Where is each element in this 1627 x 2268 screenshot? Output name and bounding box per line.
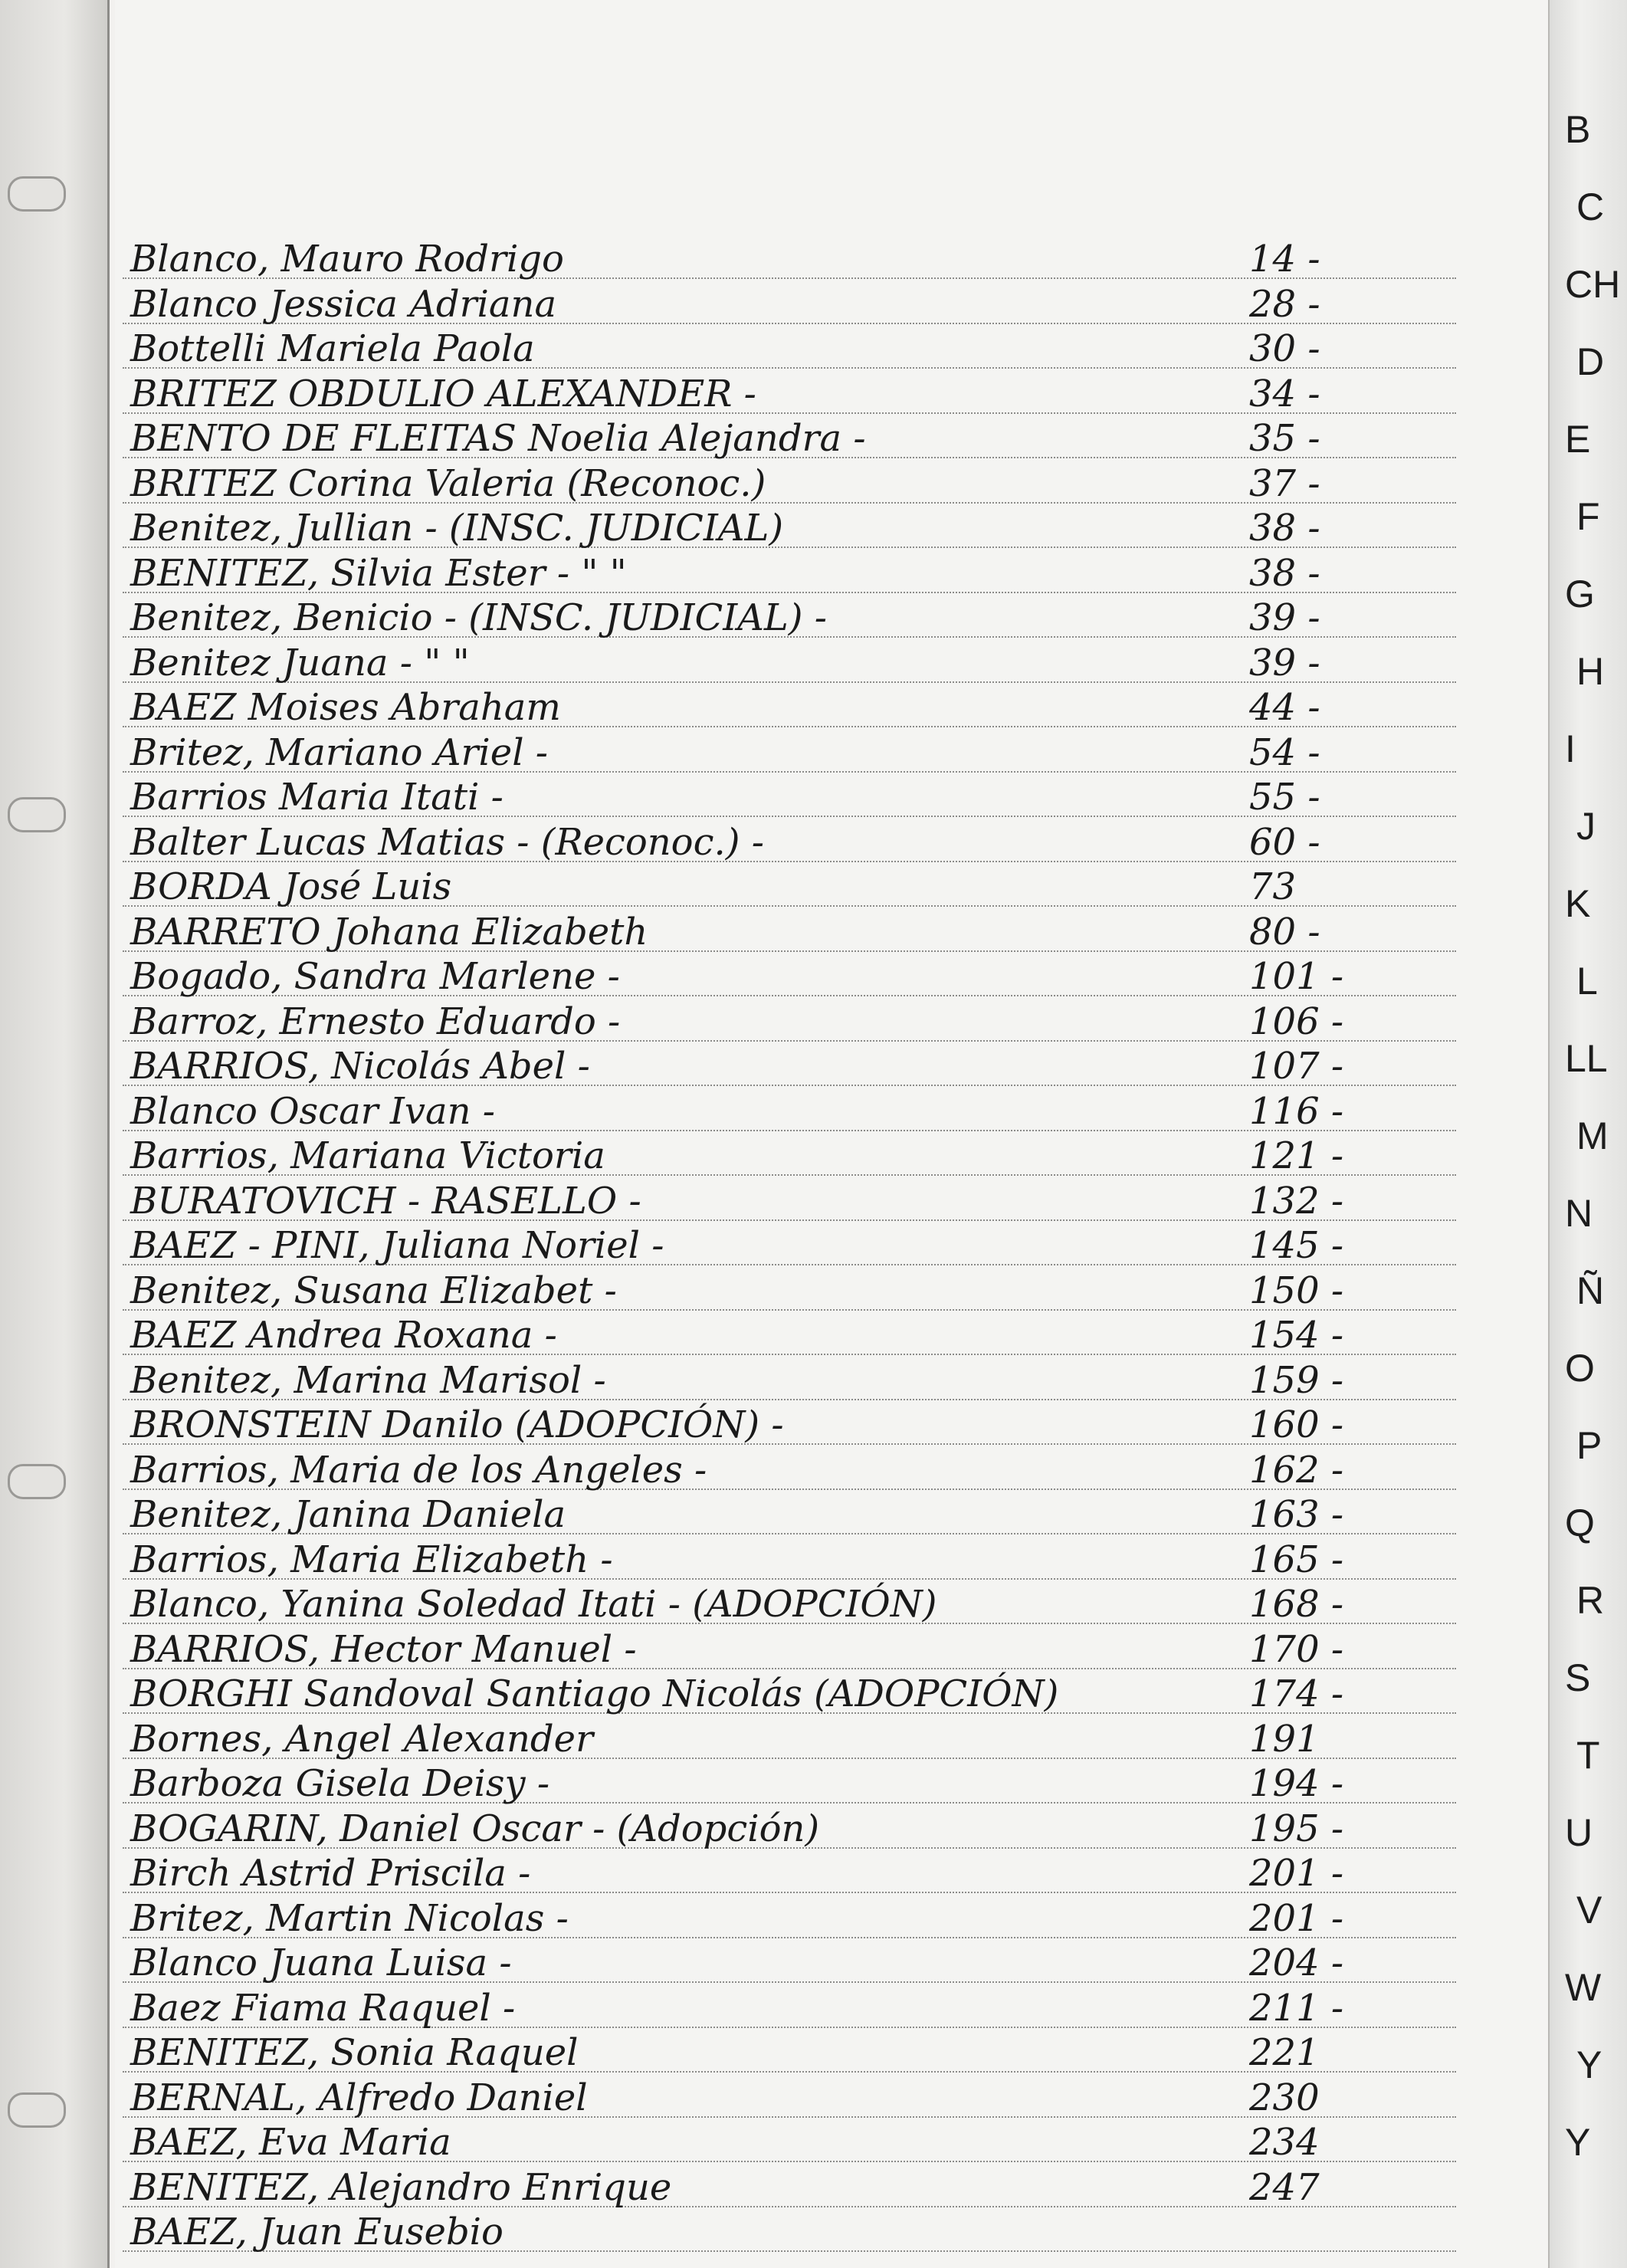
entry-page-number: 60 -	[1249, 820, 1320, 864]
entry-page-number: 132 -	[1249, 1179, 1344, 1223]
entry-name: Blanco Juana Luisa -	[130, 1941, 512, 1984]
alphabet-index-tabs	[1548, 0, 1627, 2268]
index-tab[interactable]: CH	[1565, 263, 1621, 306]
entry-name: Britez, Mariano Ariel -	[130, 730, 549, 774]
index-tab[interactable]: J	[1576, 805, 1596, 848]
index-tab[interactable]: D	[1576, 340, 1605, 383]
entry-name: Barrios, Maria de los Angeles -	[130, 1448, 707, 1492]
index-tab[interactable]: K	[1565, 882, 1591, 925]
entry-name: BAEZ Moises Abraham	[130, 686, 561, 729]
index-tab[interactable]: W	[1565, 1966, 1602, 2009]
index-tab[interactable]: V	[1576, 1889, 1602, 1932]
index-tab[interactable]: Q	[1565, 1502, 1595, 1544]
index-tab[interactable]: I	[1565, 727, 1576, 770]
binder-ring	[8, 797, 66, 832]
entry-page-number: 159 -	[1249, 1358, 1344, 1402]
entry-page-number: 160 -	[1249, 1403, 1344, 1446]
entry-page-number: 221	[1249, 2031, 1320, 2074]
entry-name: Barboza Gisela Deisy -	[130, 1762, 550, 1805]
entry-page-number: 28 -	[1249, 282, 1320, 326]
entry-page-number: 201 -	[1249, 1852, 1344, 1895]
index-tab[interactable]: F	[1576, 495, 1600, 538]
entry-page-number: 247	[1249, 2165, 1320, 2209]
entry-page-number: 170 -	[1249, 1627, 1344, 1671]
entry-name: BENITEZ, Sonia Raquel	[130, 2031, 579, 2074]
index-tab[interactable]: H	[1576, 650, 1605, 693]
index-tab[interactable]: Y	[1565, 2121, 1591, 2164]
index-tab[interactable]: G	[1565, 573, 1595, 615]
entry-page-number: 116 -	[1249, 1089, 1344, 1133]
entry-page-number: 168 -	[1249, 1583, 1344, 1626]
index-tab[interactable]: P	[1576, 1424, 1602, 1467]
entry-page-number: 174 -	[1249, 1672, 1344, 1715]
entry-name: BAEZ, Juan Eusebio	[130, 2211, 504, 2253]
entry-page-number: 204 -	[1249, 1941, 1344, 1984]
entry-name: Blanco Jessica Adriana	[130, 282, 557, 326]
entry-page-number: 201 -	[1249, 1896, 1344, 1940]
index-tab[interactable]: S	[1565, 1656, 1591, 1699]
entry-page-number: 38 -	[1249, 551, 1320, 595]
entry-name: Benitez, Susana Elizabet -	[130, 1269, 617, 1312]
entry-page-number: 14 -	[1249, 238, 1320, 281]
entry-page-number: 30 -	[1249, 327, 1320, 370]
entry-name: BRITEZ OBDULIO ALEXANDER -	[130, 372, 756, 415]
entry-page-number: 44 -	[1249, 686, 1320, 729]
index-tab[interactable]: U	[1565, 1811, 1593, 1854]
entry-name: Benitez, Benicio - (INSC. JUDICIAL) -	[130, 596, 827, 639]
entry-page-number: 165 -	[1249, 1538, 1344, 1581]
entry-page-number: 107 -	[1249, 1045, 1344, 1088]
entry-page-number: 211 -	[1249, 1986, 1344, 2030]
index-tab[interactable]: M	[1576, 1114, 1609, 1157]
index-tab[interactable]: E	[1565, 418, 1591, 461]
entry-page-number: 54 -	[1249, 730, 1320, 774]
entry-name: BENTO DE FLEITAS Noelia Alejandra -	[130, 417, 866, 460]
entry-name: BRONSTEIN Danilo (ADOPCIÓN) -	[130, 1403, 784, 1446]
index-tab[interactable]: LL	[1565, 1037, 1608, 1080]
entry-page-number: 121 -	[1249, 1134, 1344, 1177]
entry-name: Barrios, Mariana Victoria	[130, 1134, 605, 1177]
entry-name: Blanco, Mauro Rodrigo	[130, 238, 564, 281]
entry-page-number: 194 -	[1249, 1762, 1344, 1805]
index-tab[interactable]: R	[1576, 1579, 1605, 1622]
binder-ring	[8, 1464, 66, 1499]
entry-page-number: 191	[1249, 1717, 1320, 1761]
entry-name: BARRETO Johana Elizabeth	[130, 910, 648, 953]
entry-page-number: 145 -	[1249, 1224, 1344, 1267]
entry-name: BURATOVICH - RASELLO -	[130, 1179, 641, 1223]
entry-page-number: 230	[1249, 2076, 1320, 2119]
entry-name: BAEZ - PINI, Juliana Noriel -	[130, 1224, 664, 1267]
entry-name: Blanco, Yanina Soledad Itati - (ADOPCIÓN)	[130, 1583, 937, 1626]
entry-name: Benitez, Marina Marisol -	[130, 1358, 606, 1402]
entry-name: Bogado, Sandra Marlene -	[130, 955, 620, 998]
entry-page-number: 234	[1249, 2121, 1320, 2164]
entry-page-number: 55 -	[1249, 776, 1320, 819]
index-tab[interactable]: Ñ	[1576, 1269, 1605, 1312]
entry-name: Benitez, Janina Daniela	[130, 1493, 566, 1536]
entry-page-number: 39 -	[1249, 596, 1320, 639]
entry-page-number: 150 -	[1249, 1269, 1344, 1312]
entry-page-number: 38 -	[1249, 507, 1320, 550]
entry-name: Barrios, Maria Elizabeth -	[130, 1538, 613, 1581]
entry-name: Baez Fiama Raquel -	[130, 1986, 516, 2030]
entry-page-number: 163 -	[1249, 1493, 1344, 1536]
entry-name: BERNAL, Alfredo Daniel	[130, 2076, 588, 2119]
entry-name: Bottelli Mariela Paola	[130, 327, 535, 370]
entry-page-number: 39 -	[1249, 641, 1320, 684]
entry-name: BARRIOS, Nicolás Abel -	[130, 1045, 590, 1088]
entry-page-number: 154 -	[1249, 1314, 1344, 1357]
entry-name: BAEZ, Eva Maria	[130, 2121, 451, 2164]
entry-name: Barrios Maria Itati -	[130, 776, 504, 819]
index-tab[interactable]: O	[1565, 1347, 1595, 1390]
entry-page-number: 101 -	[1249, 955, 1344, 998]
entry-name: Birch Astrid Priscila -	[130, 1852, 531, 1895]
entry-page-number: 35 -	[1249, 417, 1320, 460]
entry-name: BORDA José Luis	[130, 865, 452, 908]
index-tab[interactable]: B	[1565, 108, 1591, 151]
entry-name: BAEZ Andrea Roxana -	[130, 1314, 557, 1357]
entry-name: BORGHI Sandoval Santiago Nicolás (ADOPCIÓN)	[130, 1672, 1059, 1715]
entry-name: BARRIOS, Hector Manuel -	[130, 1627, 637, 1671]
entry-name: Benitez Juana - " "	[130, 641, 470, 684]
index-tab[interactable]: L	[1576, 960, 1598, 1003]
entry-name: BRITEZ Corina Valeria (Reconoc.)	[130, 461, 766, 505]
entry-name: Barroz, Ernesto Eduardo -	[130, 999, 621, 1043]
entry-name: BOGARIN, Daniel Oscar - (Adopción)	[130, 1807, 820, 1850]
binder-ring	[8, 2092, 66, 2128]
entry-name: Britez, Martin Nicolas -	[130, 1896, 569, 1940]
entry-name: Balter Lucas Matias - (Reconoc.) -	[130, 820, 764, 864]
entry-page-number: 80 -	[1249, 910, 1320, 953]
index-tab[interactable]: Y	[1576, 2043, 1602, 2086]
binder-ring	[8, 176, 66, 212]
index-tab[interactable]: T	[1576, 1734, 1600, 1777]
entry-name: Benitez, Jullian - (INSC. JUDICIAL)	[130, 507, 784, 550]
entry-page-number: 34 -	[1249, 372, 1320, 415]
entry-page-number: 195 -	[1249, 1807, 1344, 1850]
index-tab[interactable]: C	[1576, 185, 1605, 228]
index-tab[interactable]: N	[1565, 1192, 1593, 1235]
entry-page-number: 106 -	[1249, 999, 1344, 1043]
entry-page-number: 37 -	[1249, 461, 1320, 505]
entry-name: BENITEZ, Silvia Ester - " "	[130, 551, 627, 595]
binder-spine	[0, 0, 110, 2268]
entry-name: Bornes, Angel Alexander	[130, 1717, 594, 1761]
entry-page-number: 73	[1249, 865, 1297, 908]
entry-page-number: 162 -	[1249, 1448, 1344, 1492]
entry-name: Blanco Oscar Ivan -	[130, 1089, 495, 1133]
entry-name: BENITEZ, Alejandro Enrique	[130, 2165, 672, 2209]
